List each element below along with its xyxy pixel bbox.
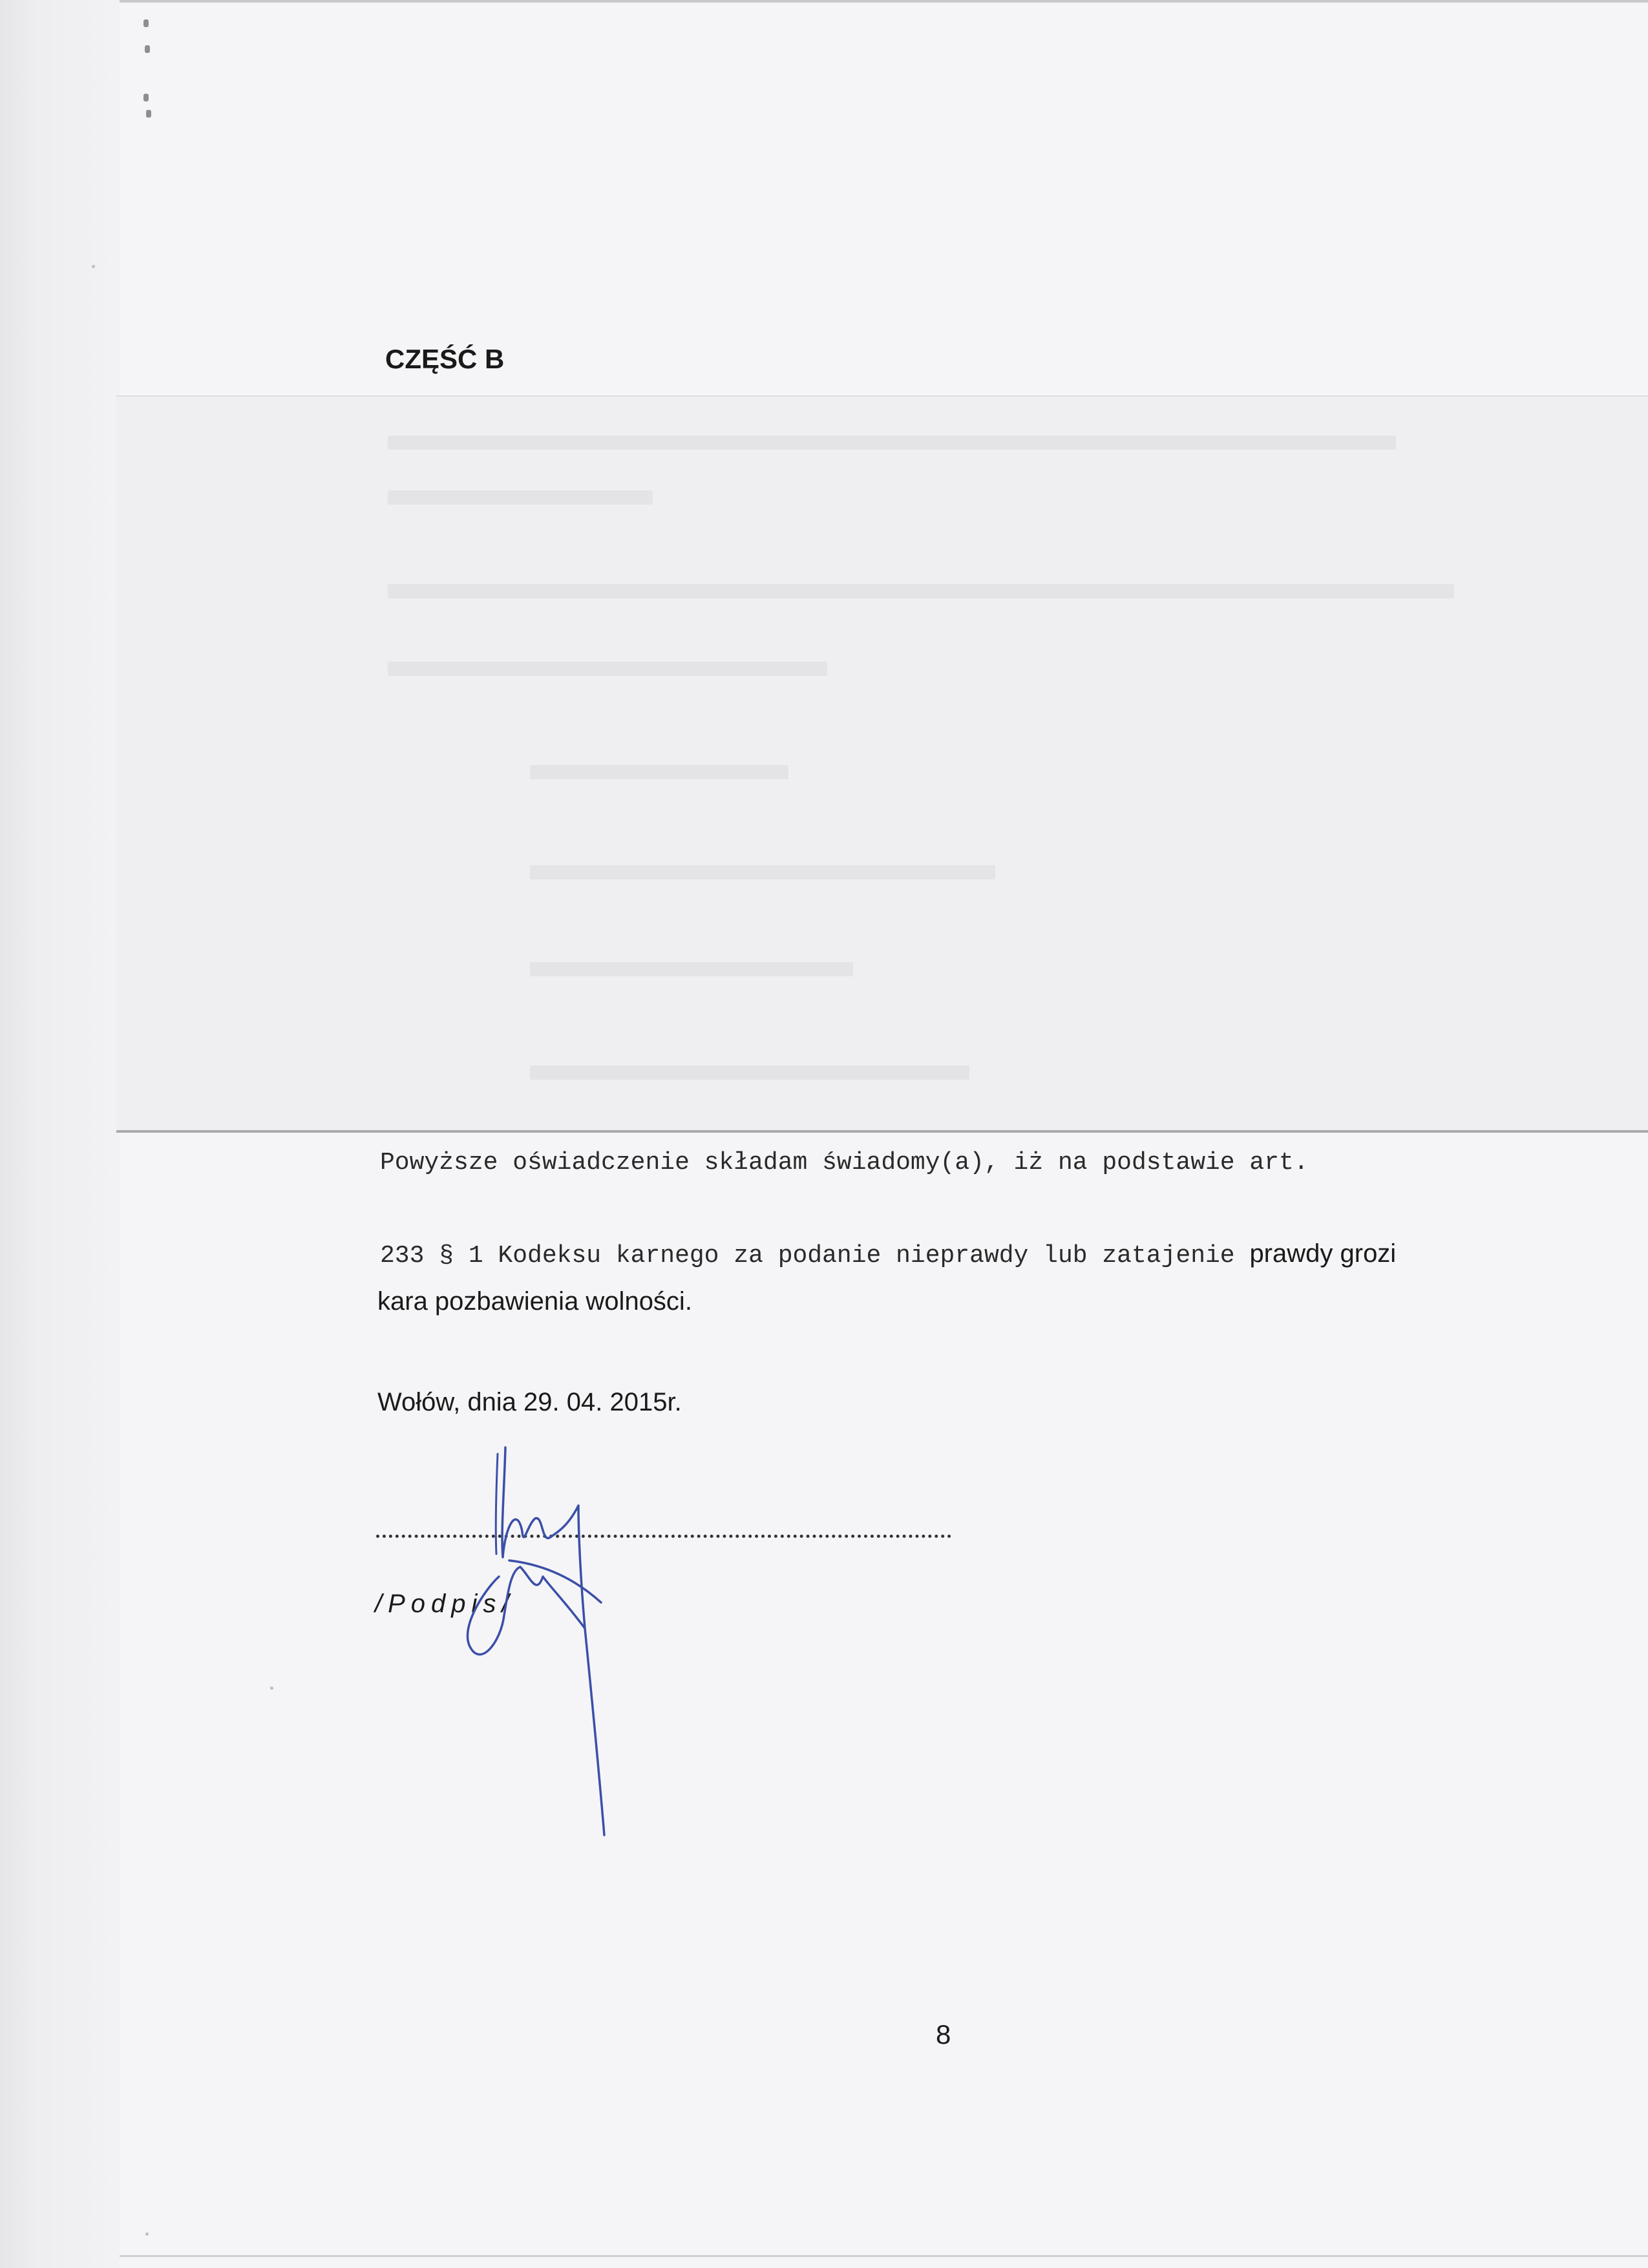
faded-text-line	[388, 490, 653, 505]
faded-text-line	[388, 662, 827, 676]
scan-speck	[92, 265, 95, 268]
handwritten-signature	[439, 1434, 672, 1848]
section-heading: CZĘŚĆ B	[385, 344, 505, 374]
scan-speck	[270, 1686, 273, 1690]
punch-hole	[143, 94, 149, 101]
punch-hole	[146, 110, 151, 118]
redacted-covered-section	[116, 395, 1648, 1133]
faded-text-line	[388, 584, 1454, 598]
scan-speck	[145, 2232, 149, 2236]
faded-text-line	[530, 765, 788, 779]
declaration-line-3: kara pozbawienia wolności.	[377, 1287, 692, 1316]
declaration-line-2-emphasis: prawdy grozi	[1249, 1239, 1397, 1268]
page-number: 8	[936, 2019, 951, 2050]
page-top-edge	[120, 0, 1648, 3]
scan-left-margin	[0, 0, 120, 2268]
signature-label: /Podpis/	[375, 1590, 515, 1618]
place-date: Wołów, dnia 29. 04. 2015r.	[377, 1388, 682, 1416]
declaration-line-2-text: 233 § 1 Kodeksu karnego za podanie nieprawdy lub zatajenie	[380, 1242, 1235, 1270]
faded-text-line	[530, 1066, 969, 1080]
faded-text-line	[530, 865, 995, 879]
faded-text-line	[530, 962, 853, 976]
page-bottom-edge	[120, 2255, 1648, 2257]
declaration-line-1: Powyższe oświadczenie składam świadomy(a), iż na podstawie art.	[380, 1149, 1309, 1177]
page-sheet	[120, 0, 1648, 2268]
faded-text-line	[388, 436, 1396, 450]
declaration-line-2	[380, 1239, 1396, 1270]
punch-hole	[145, 45, 150, 53]
punch-hole	[143, 19, 149, 27]
